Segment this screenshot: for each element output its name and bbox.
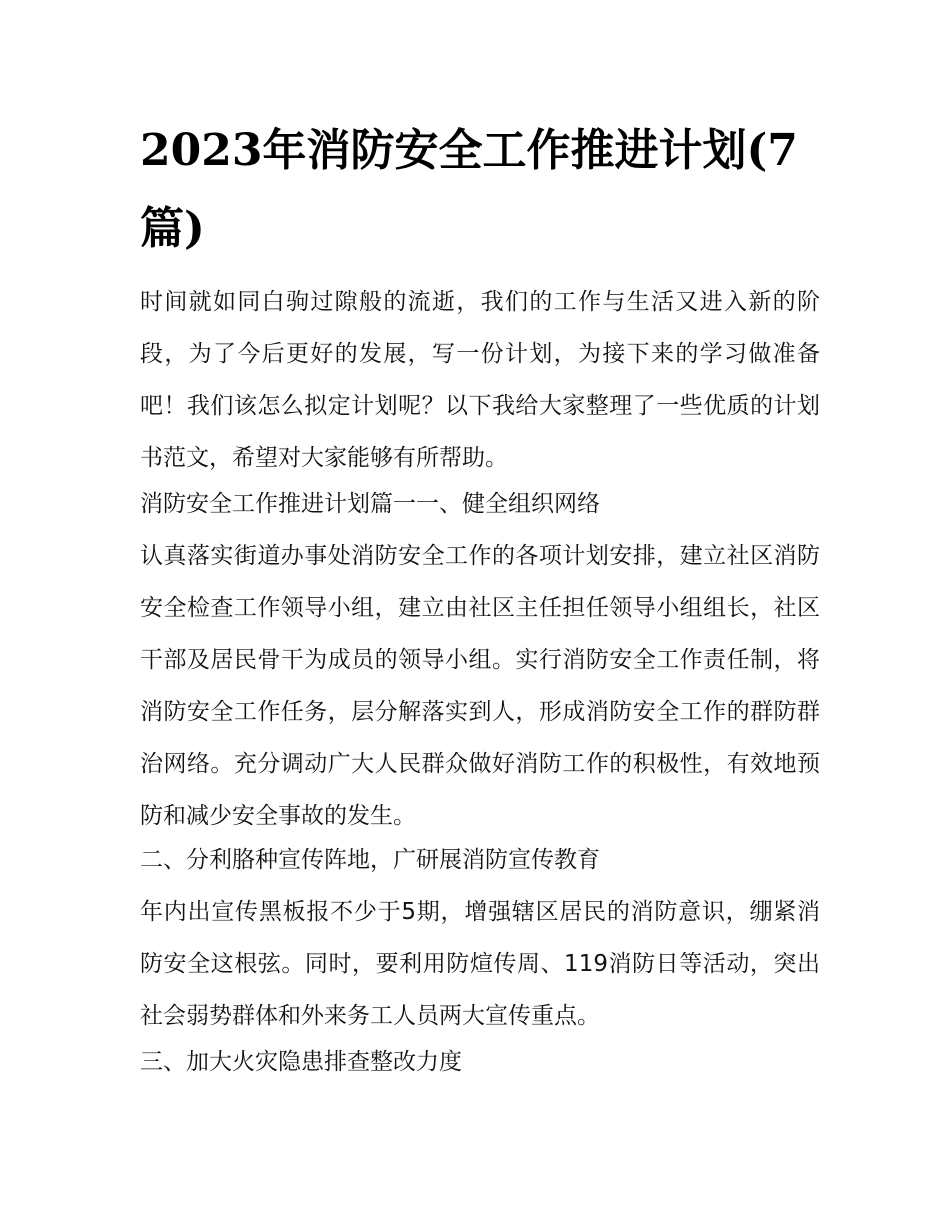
section-heading-3: 三、加大火灾隐患排查整改力度 — [140, 1049, 462, 1075]
section-paragraph-1: 认真落实街道办事处消防安全工作的各项计划安排，建立社区消防安全检查工作领导小组，建立由社区主任担任领导小组组长，社区干部及居民骨干为成员的领导小组。实行消防安全工作责任制，将消防安全工作任务，层分解落实到人，形成消防安全工作的群防群治网络。充分调动广大人民群众做好消防工作的积极性，有效地预防和减少安全事故的发生。 — [140, 543, 820, 829]
section-heading-1: 消防安全工作推进计划篇一一、健全组织网络 — [140, 491, 600, 517]
document-title: 2023年消防安全工作推进计划(7篇) — [140, 125, 798, 254]
intro-paragraph: 时间就如同白驹过隙般的流逝，我们的工作与生活又进入新的阶段，为了今后更好的发展，写一份计划，为接下来的学习做准备吧！我们该怎么拟定计划呢？以下我给大家整理了一些优质的计划书范文，希望对大家能够有所帮助。 — [140, 289, 820, 471]
section-paragraph-2: 年内出宣传黑板报不少于5期，增强辖区居民的消防意识，绷紧消防安全这根弦。同时，要利用防煊传周、119消防日等活动，突出社会弱势群体和外来务工人员两大宣传重点。 — [140, 899, 820, 1029]
section-heading-2: 二、分利胳种宣传阵地，广研展消防宣传教育 — [140, 847, 600, 873]
